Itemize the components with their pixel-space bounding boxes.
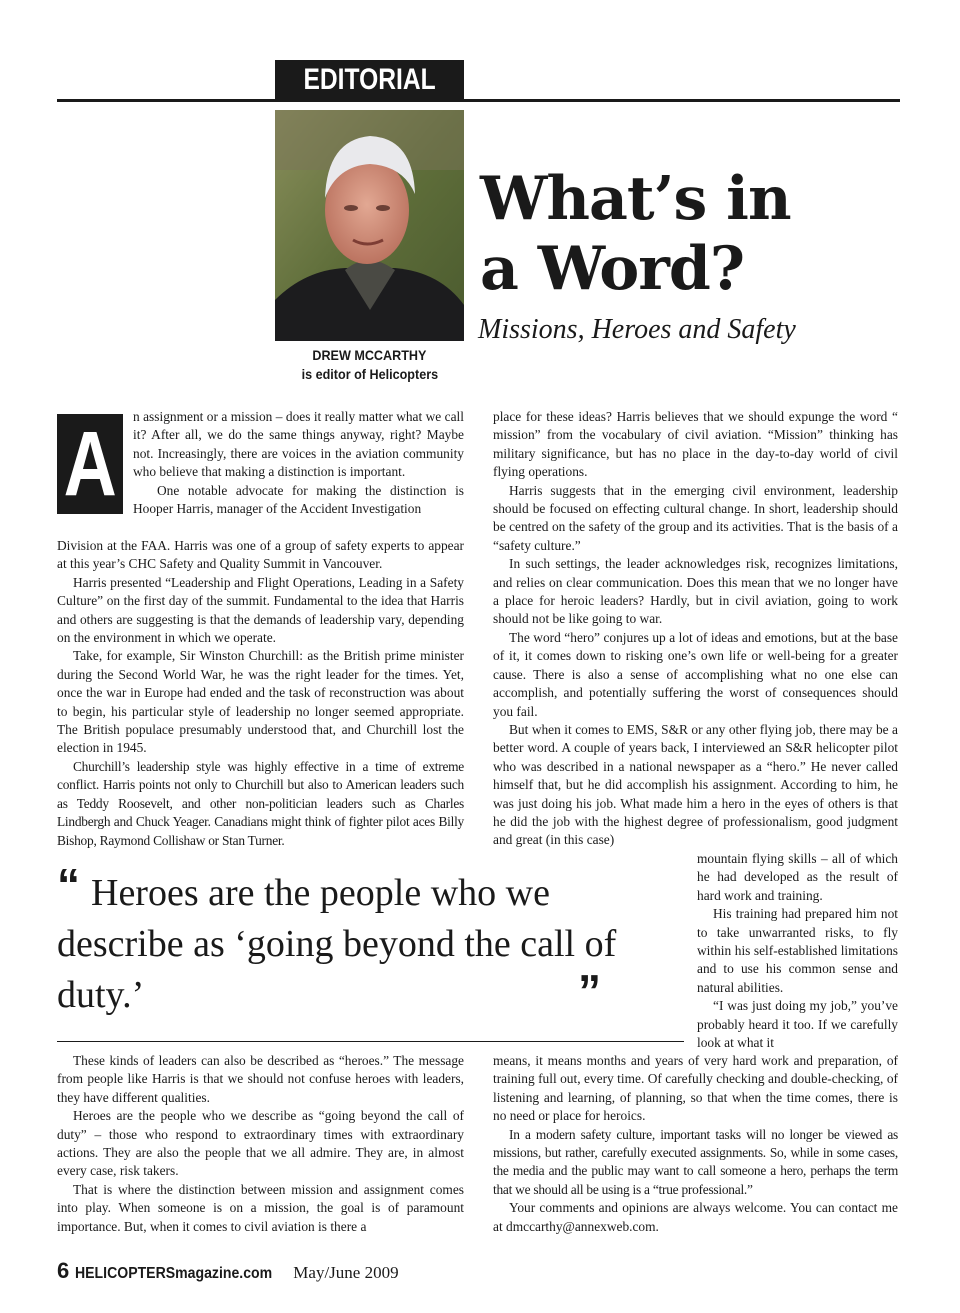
magazine-website[interactable]: HELICOPTERSmagazine.com [75,1265,273,1282]
caption-role: is editor of Helicopters [301,366,438,382]
pullquote-open-mark: “ [57,859,80,911]
headline-line-1: What’s in [480,164,791,234]
left-paragraph: Take, for example, Sir Winston Churchill: as the British prime minister during the Second World War, he was the right leader for the times. Yet, once the war in Europe had ended and the task of reconstruction was about to begin, his particular style of leadership no longer seemed appropriate. The British populace presumably understood that, and Churchill lost the election in 1945. [57,648,464,756]
bottom-left-paragraph: These kinds of leaders can also be described as “heroes.” The message from people like Harris is that we should not confuse heroes with leaders, they have different qualities. [57,1053,464,1105]
right-paragraph: But when it comes to EMS, S&R or any other flying job, there may be a better word. A couple of years back, I interviewed an S&R helicopter pilot who was described in a national newspaper as a “hero.” He never called himself that, but he did accomplish his assignment. According to him, he was just doing his job. What made him a hero in the eyes of others is that he did the job with the highest degree of professionalism, good judgment and great (in this case) [493,721,898,848]
right-paragraph: place for these ideas? Harris believes that we should expunge the word “ mission” from the vocabulary of civil aviation. “Mission” thinking has military significance, but has no place in the day-to-day world of civil flying operations. [493,409,898,480]
intro-paragraph-1: n assignment or a mission – does it really matter what we call it? After all, we do the same things anyway, right? Maybe not. Increasingly, there are voices in the aviation community who believe that making a distinction is important. [133,409,464,480]
left-column [57,537,464,850]
page-number: 6 [57,1258,70,1283]
bottom-left-paragraph: Heroes are the people who we describe as “going beyond the call of duty” – those who respond to extraordinary times with extraordinary actions. They are also the people that we all admire. They are, in almost every case, risk takers. [57,1108,464,1179]
intro-paragraphs [133,408,464,518]
headline [480,164,920,304]
narrow-paragraph: His training had prepared him not to take unwarranted risks, to fly within his self-established limitations and to use his common sense and natural abilities. [697,906,898,995]
author-photo [275,110,464,341]
right-column [493,408,898,850]
right-paragraph: Harris suggests that in the emerging civil environment, leadership should be focused on effecting cultural change. In short, leadership should be centred on the safety of the group and its activities. That is the basis of a “safety culture.” [493,482,898,553]
page-footer [57,1258,399,1282]
left-paragraph: Division at the FAA. Harris was one of a group of safety experts to appear at this year’s CHC Safety and Quality Summit in Vancouver. [57,538,464,572]
left-paragraph: Harris presented “Leadership and Flight Operations, Leading in a Safety Culture” on the first day of the summit. Fundamental to the idea that Harris and others are suggesting is that the demands of leadership vary, depending on the environment in which we operate. [57,574,464,646]
photo-caption [268,346,471,384]
header-rule [57,99,900,102]
pullquote [57,868,627,1021]
pullquote-text: Heroes are the people who we describe as ‘going beyond the call of duty.’ [57,872,617,1016]
narrow-paragraph: “I was just doing my job,” you’ve probably heard it too. If we carefully look at what it [697,998,898,1051]
pullquote-close-mark: ” [578,965,601,1017]
right-paragraph: In such settings, the leader acknowledges risk, recognizes limitations, and relies on clear communication. Does this mean that we no longer have a place for heroic leaders? Hardly, but in civil aviation, going to work should not be like going to war. [493,556,898,627]
right-paragraph: The word “hero” conjures up a lot of ideas and emotions, but at the base of it, it comes down to risking one’s own life or well-being for a greater cause. There is also a sense of accomplishing what no one else can accomplish, and potentially suffering the worst of consequences should you fail. [493,629,898,719]
bottom-right-column [493,1052,898,1236]
bottom-left-column [57,1052,464,1236]
subheadline: Missions, Heroes and Safety [478,314,796,345]
bottom-left-paragraph: That is where the distinction between mission and assignment comes into play. When someone is on a mission, the goal is of paramount importance. But, when it comes to civil aviation is there a [57,1181,464,1234]
intro-paragraph-2-start: One notable advocate for making the distinction is Hooper Harris, manager of the Accident Investigation [133,482,464,517]
narrow-paragraph: mountain flying skills – all of which he had developed as the result of hard work and training. [697,851,898,903]
bottom-right-paragraph: means, it means months and years of very hard work and preparation, of training full out, every time. Of carefully checking and double-checking, of listening and learning, of planning, so that when the time comes, there is no need or place for heroics. [493,1053,898,1124]
narrow-column [697,850,898,1052]
section-label: EDITORIAL [275,60,464,100]
caption-name: DREW MCCARTHY [312,347,427,363]
pullquote-rule [57,1041,684,1042]
headline-line-2: a Word? [480,234,744,304]
issue-date: May/June 2009 [293,1263,399,1282]
drop-cap: A [57,414,123,514]
bottom-right-paragraph: In a modern safety culture, important tasks will no longer be viewed as missions, but rather, carefully executed assignments. So, while in some cases, the media and the public may want to call someone a hero, perhaps the term that we should all be using is a “true professional.” [493,1126,898,1197]
left-paragraph: Churchill’s leadership style was highly effective in a time of extreme conflict. Harris points not only to Churchill but also to American leaders such as Teddy Roosevelt, and other non-politician leaders such as Charles Lindbergh and Chuck Yeager. Canadians might think of fighter pilot aces Billy Bishop, Raymond Collishaw or Stan Turner. [57,758,464,848]
bottom-right-paragraph: Your comments and opinions are always welcome. You can contact me at dmccarthy@annexweb.com. [493,1200,898,1234]
